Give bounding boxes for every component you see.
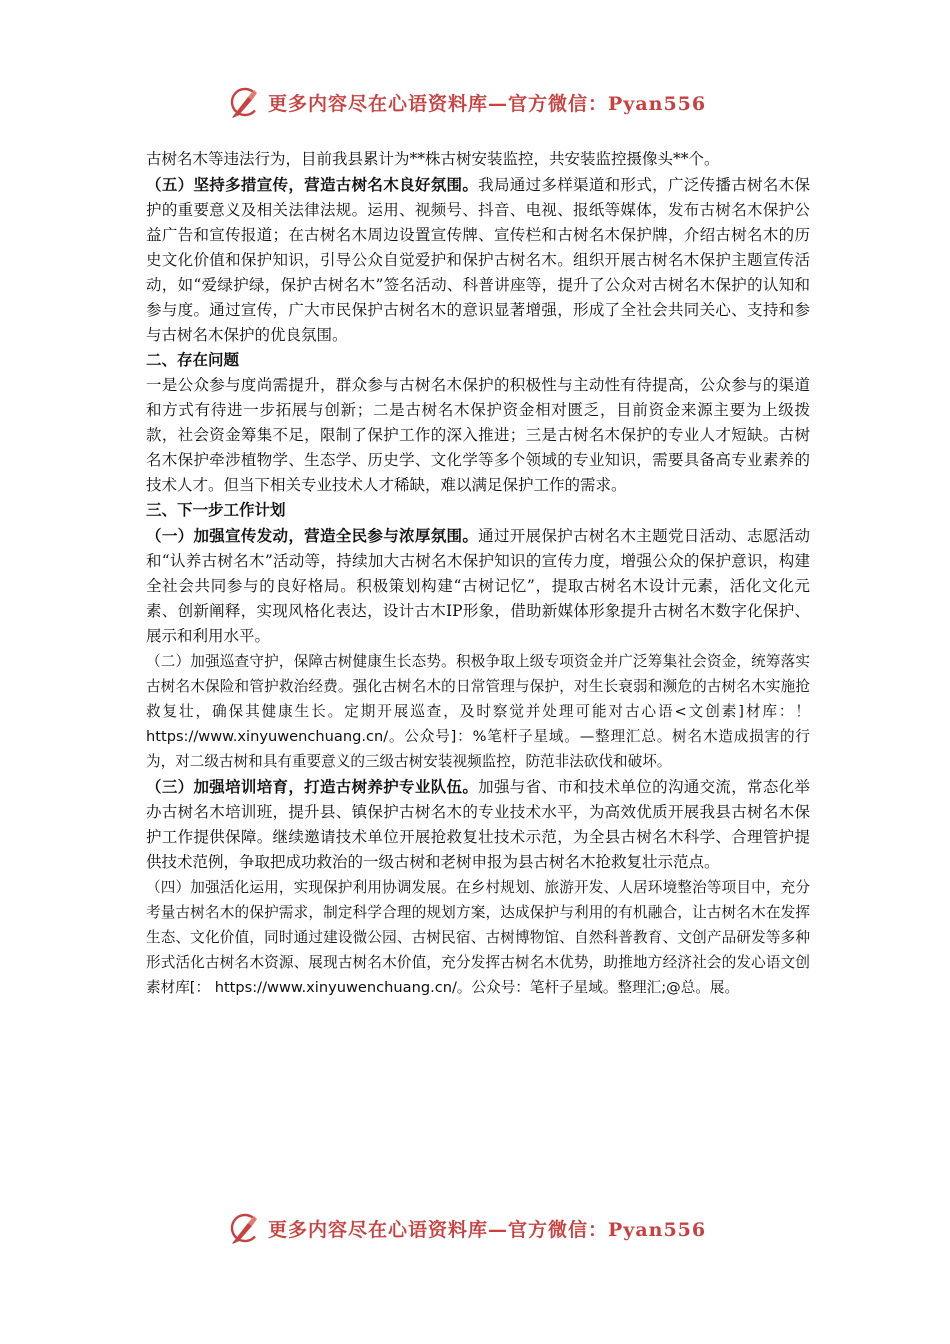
- paragraph-plan-1: [146, 523, 810, 649]
- header-banner: [228, 84, 706, 120]
- paragraph-body: 一是公众参与度尚需提升，群众参与古树名木保护的积极性与主动性有待提高，公众参与的渠道和方式有待进一步拓展与创新；二是古树名木保护资金相对匮乏，目前资金来源主要为上级拨款，社会资金筹集不足，限制了保护工作的深入推进；三是古树名木保护的专业人才短缺。古树名木保护牵涉植物学、生态学、历史学、文化学等多个领域的专业知识，需要具备高专业素养的技术人才。但当下相关专业技术人才稀缺，难以满足保护工作的需求。: [146, 376, 810, 494]
- paragraph-body: （四）加强活化运用，实现保护利用协调发展。在乡村规划、旅游开发、人居环境整治等项目中，充分考量古树名木的保护需求，制定科学合理的规划方案，达成保护与利用的有机融合，让古树名木在发挥生态、文化价值，同时通过建设微公园、古树民宿、古树博物馆、自然科普教育、文创产品研发等多种形式活化古树名木资源、展现古树名木价值，充分发挥古树名木优势，助推地方经济社会的发心语文创素材库[： https://www.xinyuwenchuang.cn/。公众号：笔杆子星域。整理汇;@总。展。: [146, 879, 810, 996]
- paragraph-body: 通过开展保护古树名木主题党日活动、志愿活动和“认养古树名木”活动等，持续加大古树名木保护知识的宣传力度，增强公众的保护意识，构建全社会共同参与的良好格局。积极策划构建“古树记忆”，提取古树名木设计元素，活化文化元素、创新阐释，实现风格化表达，设计古木IP形象，借助新媒体形象提升古树名木数字化保护、展示和利用水平。: [146, 527, 810, 645]
- footer-banner: [228, 1210, 706, 1246]
- paragraph-problems: [146, 373, 810, 498]
- paragraph-lead: （三）加强培训培育，打造古树养护专业队伍。: [146, 777, 479, 796]
- brush-pen-logo-icon: [228, 1211, 262, 1245]
- paragraph-lead: （一）加强宣传发动，营造全民参与浓厚氛围。: [146, 526, 479, 545]
- paragraph-body: 加强与省、市和技术单位的沟通交流，常态化举办古树名木培训班，提升县、镇保护古树名木的专业技术水平，为高效优质开展我县古树名木保护工作提供保障。继续邀请技术单位开展抢救复壮技术示范，为全县古树名木科学、合理管护提供技术范例，争取把成功救治的一级古树和老树申报为县古树名木抢救复壮示范点。: [146, 778, 810, 871]
- paragraph-body: 古树名木等违法行为，目前我县累计为**株古树安装监控，共安装监控摄像头**个。: [146, 150, 720, 168]
- section-heading-problems: 二、存在问题: [146, 351, 240, 369]
- paragraph-body: 我局通过多样渠道和形式，广泛传播古树名木保护的重要意义及相关法律法规。运用、视频号、抖音、电视、报纸等媒体，发布古树名木保护公益广告和宣传报道；在古树名木周边设置宣传牌、宣传栏和古树名木保护牌，介绍古树名木的历史文化价值和保护知识，引导公众自觉爱护和保护古树名木。组织开展古树名木保护主题宣传活动，如“爱绿护绿，保护古树名木”签名活动、科普讲座等，提升了公众对古树名木保护的认知和参与度。通过宣传，广大市民保护古树名木的意识显著增强，形成了全社会共同关心、支持和参与古树名木保护的优良氛围。: [146, 176, 810, 344]
- paragraph-publicity: [146, 172, 810, 348]
- paragraph-plan-2: [146, 649, 810, 774]
- brush-pen-logo-icon: [228, 85, 262, 119]
- banner-text: 更多内容尽在心语资料库—官方微信：Pyan556: [268, 1218, 707, 1241]
- paragraph-body: （二）加强巡查守护，保障古树健康生长态势。积极争取上级专项资金并广泛筹集社会资金，统筹落实古树名木保险和管护救治经费。强化古树名木的日常管理与保护，对生长衰弱和濒危的古树名木实施抢救复壮，确保其健康生长。定期开展巡查，及时察觉并处理可能对古心语<文创素]材库：！ https://www.xinyuwenchuang.cn/。公众号]：%笔杆子星域。—整理汇总。树名木造成损害的行为，对二级古树和具有重要意义的三级古树安装视频监控，防范非法砍伐和破坏。: [146, 653, 810, 770]
- banner-text: 更多内容尽在心语资料库—官方微信：Pyan556: [268, 92, 707, 115]
- section-heading-plan: 三、下一步工作计划: [146, 501, 286, 519]
- paragraph-continuation: [146, 147, 810, 172]
- paragraph-plan-3: [146, 774, 810, 875]
- paragraph-plan-4: [146, 875, 810, 1000]
- paragraph-lead: （五）坚持多措宣传，营造古树名木良好氛围。: [146, 175, 479, 194]
- document-body: [146, 147, 810, 1000]
